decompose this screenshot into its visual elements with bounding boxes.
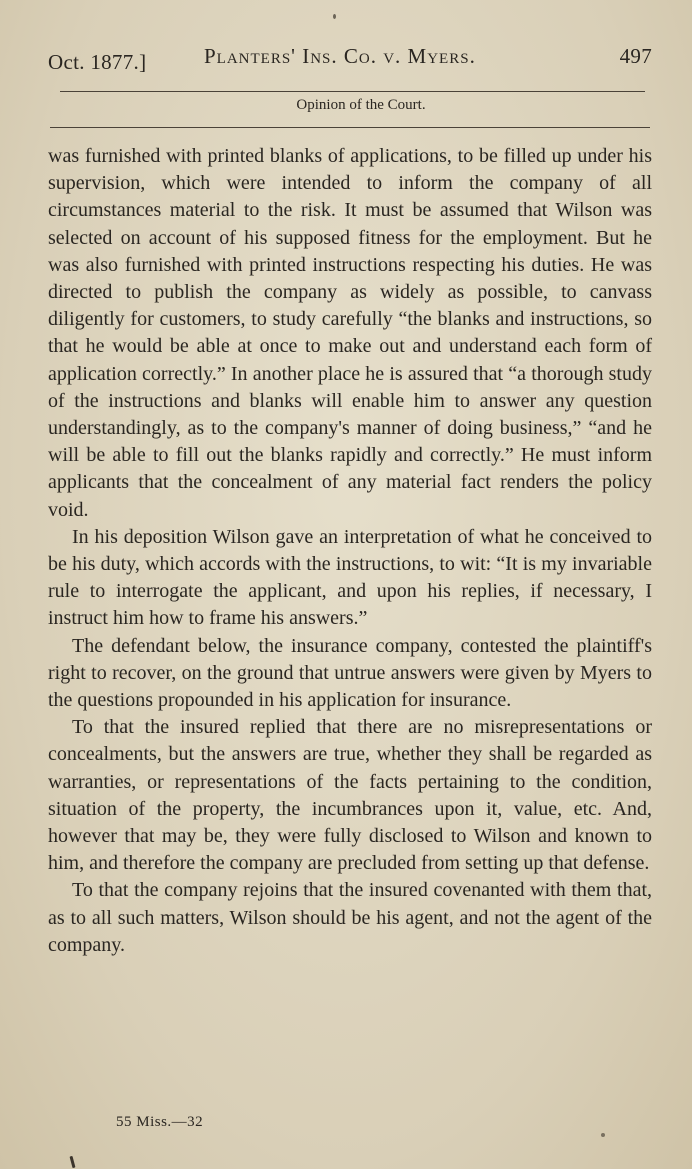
ink-speck	[333, 14, 336, 19]
header-rule-bottom	[50, 127, 650, 128]
ink-speck	[69, 1156, 75, 1168]
paragraph-5: To that the company rejoins that the insured covenanted with them that, as to all such matters, Wilson should be his agent, and not the agent of the company.	[48, 879, 652, 956]
paragraph-3: The defendant below, the insurance company, contested the plaintiff's right to recover, on the ground that untrue answers were given by Myers to the questions propounded in his application for insurance.	[48, 634, 652, 712]
header-date: Oct. 1877.]	[48, 50, 147, 74]
opinion-text	[48, 143, 652, 959]
signature-mark: 55 Miss.—32	[116, 1114, 204, 1130]
paragraph-4: To that the insured replied that there are no misrepresentations or concealments, but the answers are true, whether they shall be regarded as warranties, or representations of the facts pertaining to the condition, situation of the property, the incumbrances upon it, value, etc. And, however that may be, they were fully disclosed to Wilson and known to him, and therefore the company are precluded from setting up that defense.	[48, 716, 652, 875]
header-rule-top	[60, 91, 645, 92]
running-head	[48, 44, 652, 74]
page-number: 497	[619, 44, 652, 68]
paragraph-2: In his deposition Wilson gave an interpretation of what he conceived to be his duty, which accords with the instructions, to wit: “It is my invariable rule to interrogate the applicant, and upon his replies, if necessary, I instruct him how to frame his answers.”	[48, 525, 652, 630]
section-heading: Opinion of the Court.	[296, 97, 426, 113]
paragraph-1: was furnished with printed blanks of applications, to be filled up under his supervision, which were intended to inform the company of all circumstances material to the risk. It must be assumed that Wilson was selected on account of his supposed fitness for the employment. But he was also furnished with printed instructions respecting his duties. He was directed to publish the company as widely as possible, to canvass diligently for customers, to study carefully “the blanks and instructions, so that he would be able at once to make out and understand each form of application correctly.” In another place he is assured that “a thorough study of the instructions and blanks will enable him to answer any question understandingly, as to the company's manner of doing business,” “and he will be able to fill out the blanks rapidly and correctly.” He must inform applicants that the concealment of any material fact renders the policy void.	[48, 145, 652, 521]
ink-speck	[601, 1133, 605, 1137]
header-case-title: Planters' Ins. Co. v. Myers.	[204, 44, 476, 68]
